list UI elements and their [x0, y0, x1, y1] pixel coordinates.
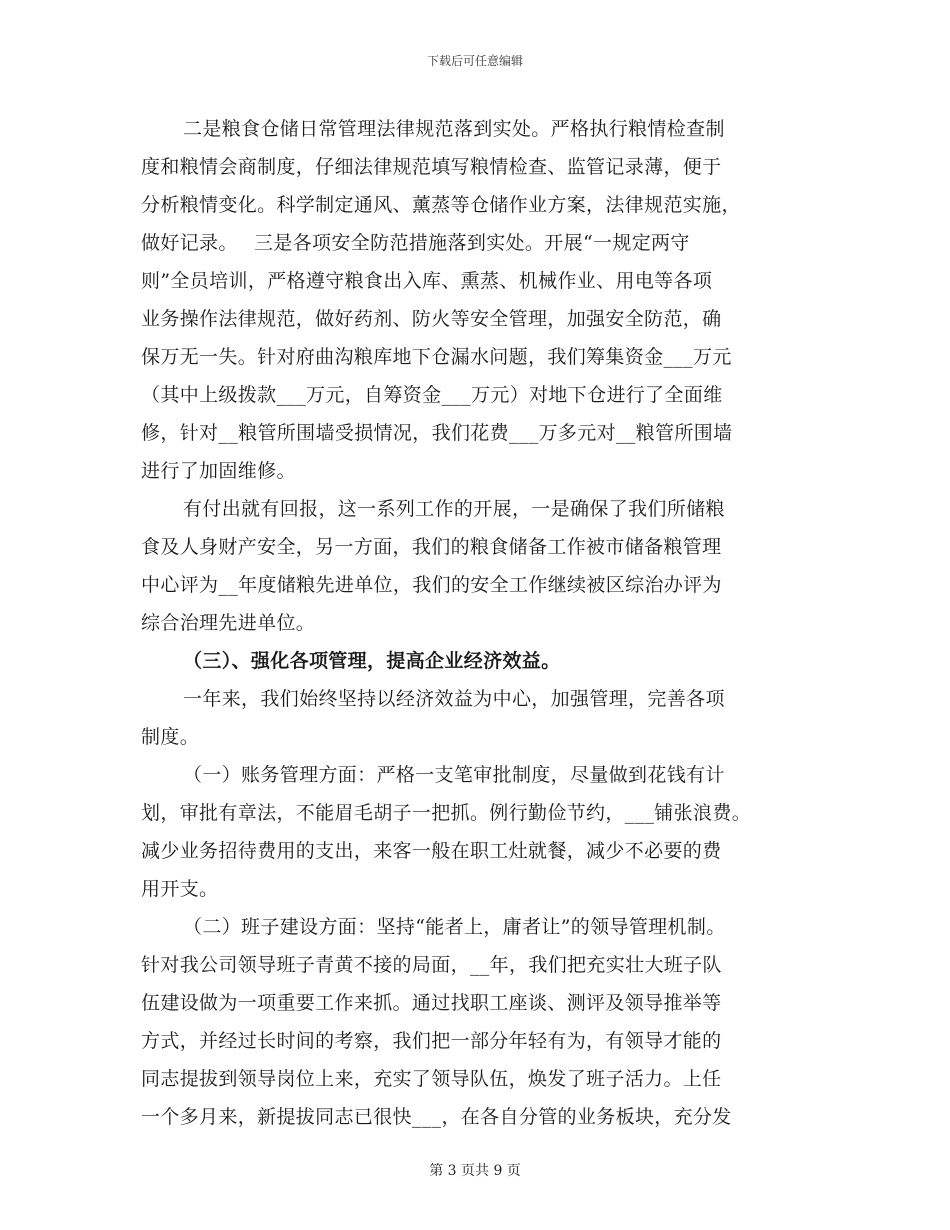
- paragraph-line: （其中上级拨款___万元，自筹资金___万元）对地下仓进行了全面维: [141, 384, 723, 406]
- paragraph-line: 中心评为__年度储粮先进单位，我们的安全工作继续被区综治办评为: [141, 574, 722, 596]
- paragraph-line: 进行了加固维修。: [141, 460, 296, 482]
- paragraph-line: 分析粮情变化。科学制定通风、薰蒸等仓储作业方案，法律规范实施，: [141, 194, 741, 216]
- paragraph-line: 伍建设做为一项重要工作来抓。通过找职工座谈、测评及领导推举等: [141, 992, 722, 1014]
- paragraph-line: 二是粮食仓储日常管理法律规范落到实处。严格执行粮情检查制: [183, 118, 725, 140]
- paragraph-line: 针对我公司领导班子青黄不接的局面，__年，我们把充实壮大班子队: [141, 954, 722, 976]
- paragraph-line: 用开支。: [141, 878, 219, 900]
- paragraph-line: 食及人身财产安全，另一方面，我们的粮食储备工作被市储备粮管理: [141, 536, 722, 558]
- page-header: 下载后可任意编辑: [426, 54, 523, 68]
- paragraph-line: 度和粮情会商制度，仔细法律规范填写粮情检查、监管记录薄，便于: [141, 156, 722, 178]
- paragraph-line: 一个多月来，新提拔同志已很快___，在各自分管的业务板块，充分发: [141, 1106, 732, 1128]
- paragraph-line: 修，针对__粮管所围墙受损情况，我们花费___万多元对__粮管所围墙: [141, 422, 733, 444]
- paragraph-line: 业务操作法律规范，做好药剂、防火等安全管理，加强安全防范，确: [141, 308, 722, 330]
- page-footer: 第 3 页共 9 页: [429, 1163, 521, 1179]
- paragraph-line: 做好记录。 三是各项安全防范措施落到实处。开展“一规定两守: [141, 232, 690, 254]
- paragraph-line: 保万无一失。针对府曲沟粮库地下仓漏水问题，我们筹集资金___万元: [141, 346, 732, 368]
- paragraph-line: 制度。: [141, 726, 200, 748]
- paragraph-line: （二）班子建设方面：坚持“能者上，庸者让”的领导管理机制。: [183, 916, 726, 938]
- paragraph-line: 则”全员培训，严格遵守粮食出入库、熏蒸、机械作业、用电等各项: [141, 270, 713, 292]
- document-body: [141, 110, 813, 1136]
- paragraph-line: 方式，并经过长时间的考察，我们把一部分年轻有为，有领导才能的: [141, 1030, 722, 1052]
- paragraph-line: （一）账务管理方面：严格一支笔审批制度，尽量做到花钱有计: [183, 764, 725, 786]
- section-heading: （三）、强化各项管理，提高企业经济效益。: [183, 650, 561, 672]
- paragraph-line: 划，审批有章法，不能眉毛胡子一把抓。例行勤俭节约，___铺张浪费。: [141, 802, 752, 824]
- paragraph-line: 一年来，我们始终坚持以经济效益为中心，加强管理，完善各项: [183, 688, 725, 710]
- paragraph-line: 有付出就有回报，这一系列工作的开展，一是确保了我们所储粮: [183, 498, 725, 520]
- paragraph-line: 综合治理先进单位。: [141, 612, 316, 634]
- paragraph-line: 同志提拔到领导岗位上来，充实了领导队伍，焕发了班子活力。上任: [141, 1068, 722, 1090]
- paragraph-line: 减少业务招待费用的支出，来客一般在职工灶就餐，减少不必要的费: [141, 840, 722, 862]
